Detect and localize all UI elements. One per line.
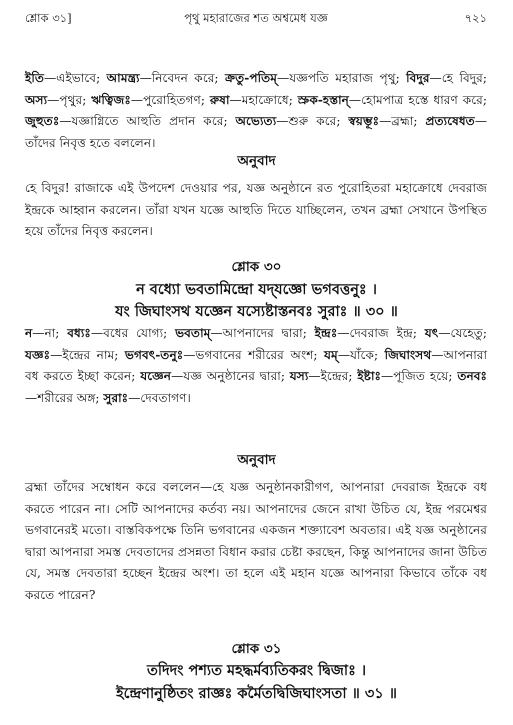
synonym-meaning: —যজ্ঞপতি মহারাজ পৃথু; — [277, 71, 407, 85]
verse-30-label: শ্লোক ৩০ — [231, 259, 282, 275]
synonym-meaning: —ভগবানের শরীরের অংশ; — [183, 347, 325, 362]
synonym-term: বিদুর — [406, 71, 430, 85]
synonym-term: তনবঃ — [457, 369, 488, 383]
header-title: পৃথু মহারাজের শত অশ্বমেধ যজ্ঞ — [184, 11, 328, 25]
synonym-term: ভবতাম্ — [175, 326, 211, 340]
synonym-meaning: —শরীরের অঙ্গ; — [25, 390, 104, 405]
synonym-meaning: —যাঁকে; — [337, 347, 385, 362]
synonym-meaning: —পূজিত হয়ে; — [381, 369, 458, 383]
synonym-term: সুরাঃ — [103, 390, 129, 405]
synonym-term: অস্য — [25, 92, 48, 107]
synonym-term: প্রত্যষেধত — [425, 114, 475, 128]
synonym-term: বধ্যঃ — [67, 326, 91, 340]
synonym-term: ইতি — [25, 71, 44, 85]
verse-30-line-1: ন বধ্যো ভবতামিন্দ্রো যদ্‌যজ্ঞো ভগবত্তনুঃ । — [136, 281, 377, 298]
synonym-term: যজ্ঞেন — [140, 369, 172, 383]
synonym-term: ঋত্বিজঃ — [91, 92, 131, 107]
synonym-term: ন — [25, 326, 33, 340]
verse-31-line-1: তদিদং পশ্যত মহদ্ধর্মব্যতিকরং দ্বিজাঃ । — [146, 662, 367, 679]
synonym-term: ইন্দ্রঃ — [314, 326, 338, 340]
translation-heading-2: অনুবাদ — [237, 452, 276, 468]
verse-31-line-2: ইন্দ্রেণানুষ্ঠিতং রাজ্ঞঃ কর্মৈতদ্বিজিঘাংসতা ॥ ৩১ ॥ — [116, 685, 397, 702]
synonym-meaning: —যজ্ঞ অনুষ্ঠানের দ্বারা; — [171, 369, 290, 383]
synonym-term: রুষা — [209, 92, 230, 107]
synonym-meaning: —যেহেতু; — [438, 326, 488, 340]
synonym-meaning: —আপনাদের দ্বারা; — [210, 326, 315, 340]
synonym-term: যজ্ঞঃ — [25, 347, 51, 362]
synonym-meaning: —পুরোহিতগণ; — [130, 92, 210, 107]
translation-verse-30: ব্রহ্মা তাঁদের সম্বোধন করে বললেন—হে যজ্ঞ অনুষ্ঠানকারীগণ, আপনারা দেবরাজ ইন্দ্রকে বধ করতে পারেন না। সেটি আপনাদের কর্তব্য নয়। আপনাদের জেনে রাখা উচিত যে, ইন্দ্র পরমেশ্বর ভগবানেরই মতো। বাস্তবিকপক্ষে তিনি ভগবানের একজন শক্ত্যাবেশ অবতার। এই যজ্ঞ অনুষ্ঠানের দ্বারা আপনারা সমস্ত দেবতাদের প্রসন্নতা বিধান করার চেষ্টা করছেন, কিন্তু আপনাদের জানা উচিত যে, সমস্ত দেবতারা হচ্ছেন ইন্দ্রের অংশ। তা হলে এই মহান যজ্ঞে আপনারা কিভাবে তাঁকে বধ করতে পারেন? — [25, 480, 487, 602]
header-verse-ref: শ্লোক ৩১] — [25, 11, 72, 25]
synonym-meaning: —পৃথুর; — [47, 92, 92, 107]
synonym-term: যস্য — [289, 369, 309, 383]
synonym-term: যম্ — [324, 347, 338, 362]
synonym-term: ক্রতু-পতিম্ — [224, 71, 278, 85]
synonym-meaning: —আপনারা বধ করতে ইচ্ছা করেন; — [25, 347, 487, 383]
synonym-term: যৎ — [424, 326, 439, 340]
synonym-meaning: —নিবেদন করে; — [139, 71, 225, 85]
verse-30-line-2: যং জিঘাংসথ যজ্ঞেন যস্যেষ্টাস্তনবঃ সুরাঃ ॥ ৩০ ॥ — [115, 303, 398, 320]
synonym-meaning: —দেবরাজ ইন্দ্র; — [337, 326, 425, 340]
translation-heading: অনুবাদ — [237, 153, 276, 169]
synonym-meaning: —না; — [32, 326, 68, 340]
synonym-term: ভগবৎ-তনুঃ — [124, 347, 184, 362]
synonym-term: আমন্ত্র্য — [106, 71, 140, 85]
synonyms-verse-29 — [25, 68, 487, 154]
synonym-meaning: —হে বিদুর; — [429, 71, 487, 85]
synonym-term: ইষ্টাঃ — [357, 369, 382, 383]
verse-31-label: শ্লোক ৩১ — [231, 641, 282, 657]
synonym-term: স্রুক-হস্তান্ — [297, 92, 349, 107]
page-number: ৭২১ — [464, 11, 487, 25]
synonym-term: জিঘাংসথ — [384, 347, 432, 362]
synonym-meaning: —হোমপাত্র হস্তে ধারণ করে; — [348, 92, 487, 107]
synonym-meaning: —এইভাবে; — [43, 71, 107, 85]
translation-verse-29: হে বিদুর! রাজাকে এই উপদেশ দেওয়ার পর, যজ্ঞ অনুষ্ঠানে রত পুরোহিতরা মহাক্রোধে দেবরাজ ইন্দ্রকে আহ্বান করলেন। তাঁরা যখন যজ্ঞে আহুতি দিতে যাচ্ছিলেন, তখন ব্রহ্মা সেখানে উপস্থিত হয়ে তাঁদের নিবৃত্ত করলেন। — [25, 181, 487, 238]
running-header — [25, 10, 487, 28]
synonym-meaning: —ব্রহ্মা; — [379, 114, 426, 128]
synonym-meaning: —ইন্দ্রের নাম; — [50, 347, 125, 362]
synonym-term: জুহুতঃ — [25, 114, 60, 128]
synonym-meaning: —শুরু করে; — [276, 114, 349, 128]
synonym-meaning: —দেবতাগণ। — [128, 390, 191, 405]
synonym-meaning: —ইন্দ্রের; — [308, 369, 358, 383]
synonym-meaning: —যজ্ঞাগ্নিতে আহুতি প্রদান করে; — [59, 114, 236, 128]
synonym-term: অভ্যেত্য — [235, 114, 277, 128]
synonym-term: স্বয়ম্ভূঃ — [348, 114, 380, 128]
synonym-meaning: —মহাক্রোধে; — [229, 92, 298, 107]
synonyms-verse-30 — [25, 323, 487, 409]
synonym-meaning: —বধের যোগ্য; — [90, 326, 176, 340]
synonym-meaning: —তাঁদের নিবৃত্ত হতে বললেন। — [25, 114, 487, 150]
